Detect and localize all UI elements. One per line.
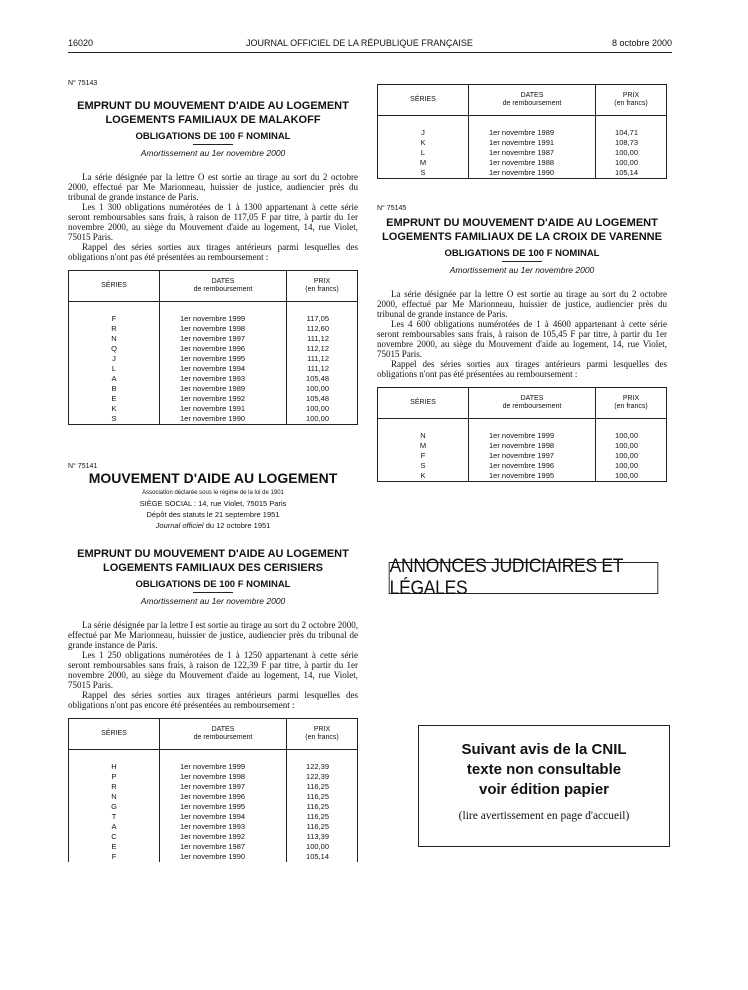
- series-cell: J: [69, 354, 160, 364]
- table-row: [378, 461, 667, 471]
- col-header-series: SÉRIES: [69, 719, 160, 750]
- paragraph: Les 1 300 obligations numérotées de 1 à 1300 appartenant à cette série seront remboursables sans frais, à raison de 117,05 F par titre, à partir du 1er novembre 2000, au siège du Mouvement d'aide au logement, 14, rue Violet, 75015 Paris.: [68, 202, 358, 242]
- association-title: MOUVEMENT D'AIDE AU LOGEMENT: [88, 470, 338, 486]
- price-cell: 122,39: [287, 772, 358, 782]
- divider: [502, 261, 542, 262]
- series-cell: G: [69, 802, 160, 812]
- table-row: [69, 852, 358, 862]
- price-cell: 100,00: [596, 451, 667, 461]
- table-row: [378, 441, 667, 451]
- divider: [193, 592, 233, 593]
- series-cell: R: [69, 324, 160, 334]
- date-cell: 1er novembre 1990: [469, 168, 596, 179]
- table-row: [69, 404, 358, 414]
- series-cell: K: [378, 471, 469, 482]
- page-number: 16020: [68, 38, 94, 48]
- col-header-series: SÉRIES: [378, 388, 469, 419]
- paragraph: La série désignée par la lettre O est sortie au tirage au sort du 2 octobre 2000, effectué par Me Marionneau, huissier de justice, audiencier près du tribunal de grande instance de Paris.: [377, 289, 667, 319]
- notice-subtitle: OBLIGATIONS DE 100 F NOMINAL: [444, 248, 600, 259]
- date-cell: 1er novembre 1989: [469, 116, 596, 139]
- price-cell: 105,48: [287, 394, 358, 404]
- price-cell: 116,25: [287, 792, 358, 802]
- date-cell: 1er novembre 1997: [160, 782, 287, 792]
- series-table: [68, 718, 358, 862]
- date-cell: 1er novembre 1995: [469, 471, 596, 482]
- table-row: [69, 842, 358, 852]
- price-cell: 111,12: [287, 334, 358, 344]
- header-rule: [68, 52, 672, 53]
- price-cell: 100,00: [287, 384, 358, 394]
- price-cell: 100,00: [596, 148, 667, 158]
- price-cell: 104,71: [596, 116, 667, 139]
- issue-date: 8 octobre 2000: [611, 38, 672, 48]
- date-cell: 1er novembre 1993: [160, 822, 287, 832]
- paragraph: Les 4 600 obligations numérotées de 1 à 4600 appartenant à cette série seront remboursables sans frais, à raison de 105,45 F par titre, à partir du 1er novembre 2000, au siège du Mouvement d'aide au logement, 14, rue Violet, 75015 Paris.: [377, 319, 667, 359]
- price-cell: 111,12: [287, 364, 358, 374]
- price-cell: 116,25: [287, 802, 358, 812]
- table-row: [69, 822, 358, 832]
- table-row: [69, 394, 358, 404]
- amortization-date: Amortissement au 1er novembre 2000: [140, 148, 286, 158]
- series-cell: N: [69, 334, 160, 344]
- series-cell: H: [69, 750, 160, 773]
- table-row: [69, 364, 358, 374]
- page-header: [68, 38, 672, 52]
- col-header-series: SÉRIES: [69, 271, 160, 302]
- series-cell: P: [69, 772, 160, 782]
- date-cell: 1er novembre 1998: [469, 441, 596, 451]
- series-cell: K: [378, 138, 469, 148]
- date-cell: 1er novembre 1994: [160, 364, 287, 374]
- date-cell: 1er novembre 1987: [469, 148, 596, 158]
- notice-75145: [377, 205, 667, 482]
- col-header-dates: DATES de remboursement: [469, 388, 596, 419]
- price-cell: 105,48: [287, 374, 358, 384]
- notice-number: N° 75145: [377, 205, 407, 212]
- col-header-dates: DATES de remboursement: [160, 719, 287, 750]
- date-cell: 1er novembre 1996: [469, 461, 596, 471]
- cnil-line: voir édition papier: [478, 781, 610, 798]
- association-status: Association déclarée sous le régime de la loi de 1901: [142, 490, 284, 496]
- table-row: [69, 812, 358, 822]
- date-cell: 1er novembre 1999: [160, 750, 287, 773]
- series-cell: N: [69, 792, 160, 802]
- table-row: [378, 116, 667, 139]
- table-row: [69, 772, 358, 782]
- col-header-series: SÉRIES: [378, 85, 469, 116]
- date-cell: 1er novembre 1993: [160, 374, 287, 384]
- notice-title-2: LOGEMENTS FAMILIAUX DES CERISIERS: [102, 562, 324, 574]
- right-column: [377, 84, 667, 482]
- table-row: [69, 832, 358, 842]
- price-cell: 100,00: [287, 404, 358, 414]
- col-header-price: PRIX (en francs): [287, 271, 358, 302]
- series-cell: L: [69, 364, 160, 374]
- table-row: [69, 374, 358, 384]
- table-row: [69, 302, 358, 325]
- series-cell: A: [69, 822, 160, 832]
- series-table: [377, 387, 667, 482]
- date-cell: 1er novembre 1991: [160, 404, 287, 414]
- table-row: [69, 384, 358, 394]
- date-cell: 1er novembre 1995: [160, 354, 287, 364]
- notice-title-1: EMPRUNT DU MOUVEMENT D'AIDE AU LOGEMENT: [77, 100, 349, 112]
- date-cell: 1er novembre 1989: [160, 384, 287, 394]
- date-cell: 1er novembre 1991: [469, 138, 596, 148]
- price-cell: 116,25: [287, 782, 358, 792]
- series-cell: E: [69, 394, 160, 404]
- table-row: [69, 750, 358, 773]
- notice-number: N° 75143: [68, 80, 98, 87]
- statutes-filing: Dépôt des statuts le 21 septembre 1951: [146, 510, 280, 519]
- date-cell: 1er novembre 1996: [160, 344, 287, 354]
- table-row: [69, 324, 358, 334]
- notice-75143: [68, 80, 358, 425]
- price-cell: 112,60: [287, 324, 358, 334]
- series-table: [68, 270, 358, 425]
- price-cell: 111,12: [287, 354, 358, 364]
- amortization-date: Amortissement au 1er novembre 2000: [140, 596, 286, 606]
- price-cell: 117,05: [287, 302, 358, 325]
- table-row: [69, 334, 358, 344]
- series-cell: F: [69, 852, 160, 862]
- registered-office: SIÈGE SOCIAL : 14, rue Violet, 75015 Paris: [139, 499, 287, 508]
- series-cell: S: [69, 414, 160, 425]
- table-row: [69, 354, 358, 364]
- date-cell: 1er novembre 1992: [160, 394, 287, 404]
- table-row: [69, 792, 358, 802]
- series-table-continued: [377, 84, 667, 179]
- cnil-line: texte non consultable: [466, 761, 622, 778]
- notice-title-1: EMPRUNT DU MOUVEMENT D'AIDE AU LOGEMENT: [386, 217, 658, 229]
- series-cell: S: [378, 168, 469, 179]
- date-cell: 1er novembre 1997: [469, 451, 596, 461]
- date-cell: 1er novembre 1995: [160, 802, 287, 812]
- price-cell: 100,00: [287, 414, 358, 425]
- price-cell: 113,39: [287, 832, 358, 842]
- cnil-notice-box: [418, 725, 670, 847]
- date-cell: 1er novembre 1992: [160, 832, 287, 842]
- left-column: [68, 80, 358, 862]
- notice-number: N° 75141: [68, 463, 98, 470]
- amortization-date: Amortissement au 1er novembre 2000: [449, 265, 595, 275]
- series-cell: F: [69, 302, 160, 325]
- table-row: [69, 782, 358, 792]
- notice-title-1: EMPRUNT DU MOUVEMENT D'AIDE AU LOGEMENT: [77, 548, 349, 560]
- price-cell: 100,00: [596, 471, 667, 482]
- series-cell: K: [69, 404, 160, 414]
- date-cell: 1er novembre 1999: [160, 302, 287, 325]
- notice-title-2: LOGEMENTS FAMILIAUX DE MALAKOFF: [105, 114, 321, 126]
- price-cell: 105,14: [287, 852, 358, 862]
- col-header-dates: DATES de remboursement: [160, 271, 287, 302]
- price-cell: 122,39: [287, 750, 358, 773]
- paragraph: La série désignée par la lettre I est sortie au tirage au sort du 2 octobre 2000, effectué par Me Marionneau, huissier de justice, audiencier près du tribunal de grande instance de Paris.: [68, 620, 358, 650]
- date-cell: 1er novembre 1999: [469, 419, 596, 442]
- series-cell: F: [378, 451, 469, 461]
- series-cell: N: [378, 419, 469, 442]
- table-row: [378, 168, 667, 179]
- col-header-price: PRIX (en francs): [596, 388, 667, 419]
- paragraph: Rappel des séries sorties aux tirages antérieurs parmi lesquelles des obligations n'ont pas été présentées au remboursement :: [68, 242, 358, 262]
- series-cell: E: [69, 842, 160, 852]
- series-cell: J: [378, 116, 469, 139]
- series-cell: B: [69, 384, 160, 394]
- journal-title: JOURNAL OFFICIEL DE LA RÉPUBLIQUE FRANÇAISE: [246, 38, 473, 48]
- cnil-line: Suivant avis de la CNIL: [461, 741, 627, 758]
- date-cell: 1er novembre 1990: [160, 852, 287, 862]
- price-cell: 112,12: [287, 344, 358, 354]
- table-row: [378, 471, 667, 482]
- price-cell: 108,73: [596, 138, 667, 148]
- price-cell: 105,14: [596, 168, 667, 179]
- cnil-warning-link: (lire avertissement en page d'accueil): [458, 810, 630, 822]
- col-header-price: PRIX (en francs): [596, 85, 667, 116]
- table-row: [378, 148, 667, 158]
- price-cell: 100,00: [596, 419, 667, 442]
- series-cell: M: [378, 158, 469, 168]
- table-row: [378, 419, 667, 442]
- col-header-price: PRIX (en francs): [287, 719, 358, 750]
- date-cell: 1er novembre 1998: [160, 324, 287, 334]
- price-cell: 116,25: [287, 822, 358, 832]
- price-cell: 100,00: [596, 158, 667, 168]
- price-cell: 116,25: [287, 812, 358, 822]
- divider: [193, 144, 233, 145]
- notice-subtitle: OBLIGATIONS DE 100 F NOMINAL: [135, 579, 291, 590]
- date-cell: 1er novembre 1996: [160, 792, 287, 802]
- notice-subtitle: OBLIGATIONS DE 100 F NOMINAL: [135, 131, 291, 142]
- table-row: [378, 158, 667, 168]
- journal-reference: Journal officiel du 12 octobre 1951: [155, 521, 271, 530]
- series-cell: R: [69, 782, 160, 792]
- paragraph: Rappel des séries sorties aux tirages antérieurs parmi lesquelles des obligations n'ont pas encore été présentées au remboursement :: [68, 690, 358, 710]
- series-cell: M: [378, 441, 469, 451]
- date-cell: 1er novembre 1998: [160, 772, 287, 782]
- paragraph: Rappel des séries sorties aux tirages antérieurs parmi lesquelles des obligations n'ont pas été présentées au remboursement :: [377, 359, 667, 379]
- date-cell: 1er novembre 1997: [160, 334, 287, 344]
- series-cell: C: [69, 832, 160, 842]
- table-row: [69, 344, 358, 354]
- paragraph: La série désignée par la lettre O est sortie au tirage au sort du 2 octobre 2000, effectué par Me Marionneau, huissier de justice, audiencier près du tribunal de grande instance de Paris.: [68, 172, 358, 202]
- legal-announcements-banner: ANNONCES JUDICIAIRES ET LÉGALES: [389, 562, 659, 594]
- price-cell: 100,00: [596, 461, 667, 471]
- series-cell: T: [69, 812, 160, 822]
- date-cell: 1er novembre 1988: [469, 158, 596, 168]
- table-row: [69, 802, 358, 812]
- paragraph: Les 1 250 obligations numérotées de 1 à 1250 appartenant à cette série seront remboursables sans frais, à raison de 122,39 F par titre, à partir du 1er novembre 2000, au siège du Mouvement d'aide au logement, 14, rue Violet, 75015 Paris.: [68, 650, 358, 690]
- date-cell: 1er novembre 1987: [160, 842, 287, 852]
- series-cell: S: [378, 461, 469, 471]
- date-cell: 1er novembre 1990: [160, 414, 287, 425]
- table-row: [378, 451, 667, 461]
- series-cell: Q: [69, 344, 160, 354]
- col-header-dates: DATES de remboursement: [469, 85, 596, 116]
- series-cell: A: [69, 374, 160, 384]
- series-cell: L: [378, 148, 469, 158]
- notice-title-2: LOGEMENTS FAMILIAUX DE LA CROIX DE VARENNE: [382, 231, 662, 243]
- table-row: [378, 138, 667, 148]
- date-cell: 1er novembre 1994: [160, 812, 287, 822]
- price-cell: 100,00: [596, 441, 667, 451]
- notice-75141: [68, 463, 358, 862]
- table-row: [69, 414, 358, 425]
- price-cell: 100,00: [287, 842, 358, 852]
